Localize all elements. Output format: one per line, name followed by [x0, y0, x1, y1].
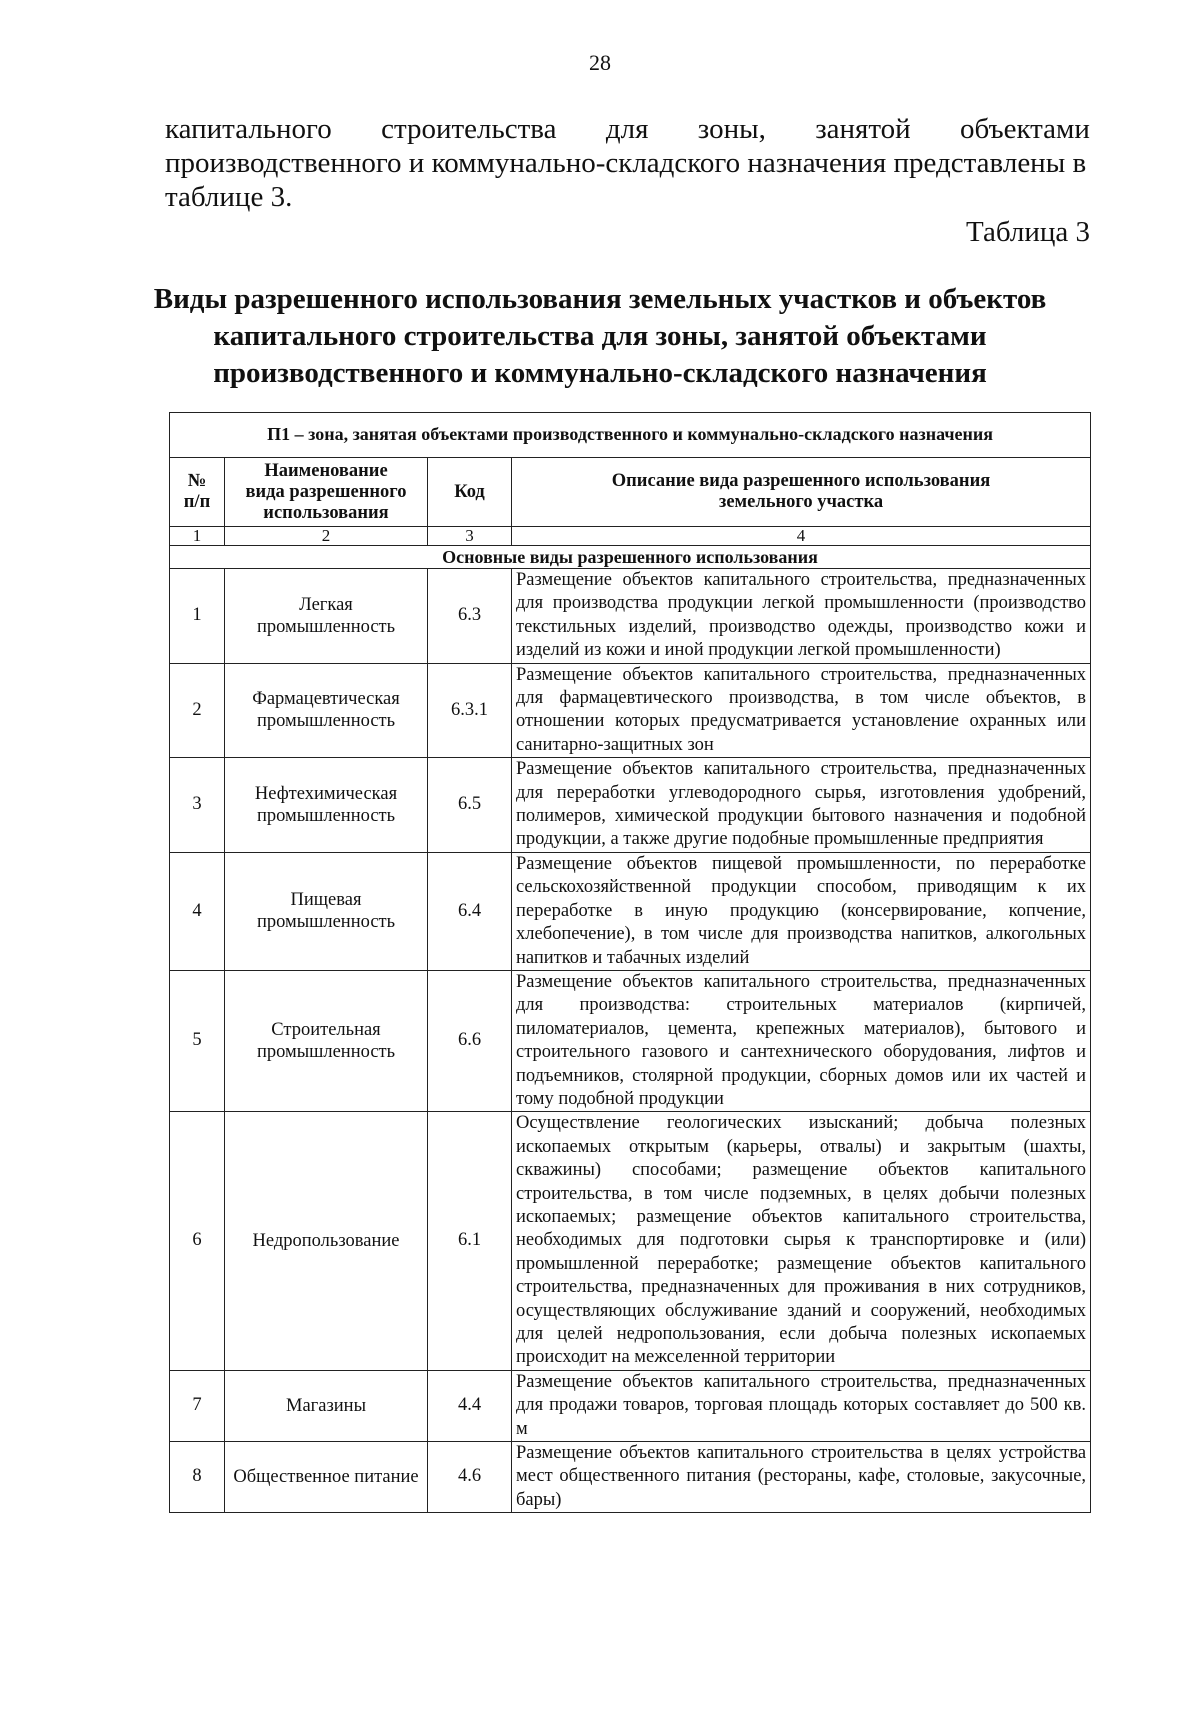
- table-row: [170, 852, 1091, 970]
- intro-word: строительства: [381, 113, 557, 145]
- col-header-description: [512, 458, 1091, 527]
- header-text: вида разрешенного: [245, 481, 407, 502]
- table-row: [170, 1112, 1091, 1370]
- row-code: 6.5: [428, 758, 512, 853]
- row-code: 6.6: [428, 970, 512, 1111]
- row-description: Размещение объектов капитального строительства, предназначенных для переработки углеводородного сырья, изготовления удобрений, полимеров, химической продукции бытового назначения и подобной продукции, а также другие подобные промышленные предприятия: [512, 758, 1091, 853]
- table-label: Таблица 3: [965, 216, 1090, 248]
- title-line-1: Виды разрешенного использования земельных участков и объектов: [153, 283, 1047, 315]
- header-text: земельного участка: [718, 492, 884, 512]
- row-name: Недропользование: [225, 1112, 428, 1370]
- col-header-name: [225, 458, 428, 527]
- row-number: 8: [170, 1442, 225, 1513]
- row-code: 6.4: [428, 852, 512, 970]
- row-name: Магазины: [225, 1370, 428, 1441]
- intro-line-1: [165, 112, 1090, 146]
- row-number: 4: [170, 852, 225, 970]
- table-row: [170, 758, 1091, 853]
- row-number: 3: [170, 758, 225, 853]
- table-row: [170, 1370, 1091, 1441]
- row-description: Размещение объектов пищевой промышленности, по переработке сельскохозяйственной продукции способом, приводящим к их переработке в иную продукцию (консервирование, копчение, хлебопечение), в том числе для производства напитков, алкогольных напитков и табачных изделий: [512, 852, 1091, 970]
- table-row: [170, 970, 1091, 1111]
- table-title: [120, 281, 1080, 392]
- title-line-3: производственного и коммунально-складского назначения: [213, 357, 987, 389]
- row-description: Размещение объектов капитального строительства в целях устройства мест общественного питания (рестораны, кафе, столовые, закусочные, бары): [512, 1442, 1091, 1513]
- table-row: [170, 569, 1091, 664]
- header-text: п/п: [183, 492, 211, 512]
- intro-word: для: [605, 113, 649, 145]
- row-code: 6.3: [428, 569, 512, 664]
- column-number: 3: [428, 527, 512, 546]
- intro-word: капитального: [165, 113, 332, 145]
- row-number: 1: [170, 569, 225, 664]
- row-code: 6.3.1: [428, 663, 512, 758]
- intro-paragraph: [165, 112, 1090, 214]
- header-text: №: [187, 471, 207, 491]
- col-header-number: [170, 458, 225, 527]
- column-number-row: [170, 527, 1091, 546]
- column-header-row: [170, 458, 1091, 527]
- section-title: Основные виды разрешенного использования: [170, 546, 1091, 569]
- intro-line-3: таблице 3.: [165, 181, 293, 213]
- row-number: 2: [170, 663, 225, 758]
- intro-line-2: производственного и коммунально-складского назначения представлены в: [165, 147, 1087, 179]
- row-description: Размещение объектов капитального строительства, предназначенных для продажи товаров, торговая площадь которых составляет до 500 кв. м: [512, 1370, 1091, 1441]
- row-name: Нефтехимическая промышленность: [225, 758, 428, 853]
- row-name: Строительная промышленность: [225, 970, 428, 1111]
- row-code: 4.4: [428, 1370, 512, 1441]
- title-line-2: капитального строительства для зоны, занятой объектами: [213, 320, 987, 352]
- section-row: [170, 546, 1091, 569]
- row-number: 7: [170, 1370, 225, 1441]
- column-number: 1: [170, 527, 225, 546]
- column-number: 4: [512, 527, 1091, 546]
- row-code: 6.1: [428, 1112, 512, 1370]
- row-number: 5: [170, 970, 225, 1111]
- row-name: Легкая промышленность: [225, 569, 428, 664]
- row-description: Осуществление геологических изысканий; добыча полезных ископаемых открытым (карьеры, отвалы) и закрытым (шахты, скважины) способами; размещение объектов капитального строительства, в том числе подземных, в целях добычи полезных ископаемых; размещение объектов капитального строительства, необходимых для подготовки сырья к транспортировке и (или) промышленной переработке; размещение объектов капитального строительства, предназначенных для проживания в них сотрудников, осуществляющих обслуживание зданий и сооружений, необходимых для целей недропользования, если добыча полезных ископаемых происходит на межселенной территории: [512, 1112, 1091, 1370]
- table-row: [170, 663, 1091, 758]
- row-name: Общественное питание: [225, 1442, 428, 1513]
- header-text: использования: [263, 502, 389, 523]
- row-description: Размещение объектов капитального строительства, предназначенных для фармацевтического производства, в том числе объектов, в отношении которых предусматривается установление охранных или санитарно-защитных зон: [512, 663, 1091, 758]
- land-use-table: [169, 412, 1091, 1513]
- row-number: 6: [170, 1112, 225, 1370]
- row-code: 4.6: [428, 1442, 512, 1513]
- header-text: Описание вида разрешенного использования: [611, 471, 991, 491]
- row-description: Размещение объектов капитального строительства, предназначенных для производства продукции легкой промышленности (производство текстильных изделий, производство одежды, производство кожи и изделий из кожи и иной продукции легкой промышленности): [512, 569, 1091, 664]
- zone-header: П1 – зона, занятая объектами производственного и коммунально-складского назначения: [170, 413, 1091, 458]
- row-description: Размещение объектов капитального строительства, предназначенных для производства: строительных материалов (кирпичей, пиломатериалов, цемента, крепежных материалов), бытового и строительного газового и сантехнического оборудования, лифтов и подъемников, столярной продукции, сборных домов или их частей и тому подобной продукции: [512, 970, 1091, 1111]
- intro-word: объектами: [960, 113, 1090, 145]
- header-text: Наименование: [264, 460, 388, 481]
- col-header-code: Код: [428, 458, 512, 527]
- column-number: 2: [225, 527, 428, 546]
- row-name: Фармацевтическая промышленность: [225, 663, 428, 758]
- row-name: Пищевая промышленность: [225, 852, 428, 970]
- table-row: [170, 1442, 1091, 1513]
- page-number: 28: [589, 50, 611, 75]
- intro-word: занятой: [815, 113, 911, 145]
- intro-word: зоны,: [697, 113, 766, 145]
